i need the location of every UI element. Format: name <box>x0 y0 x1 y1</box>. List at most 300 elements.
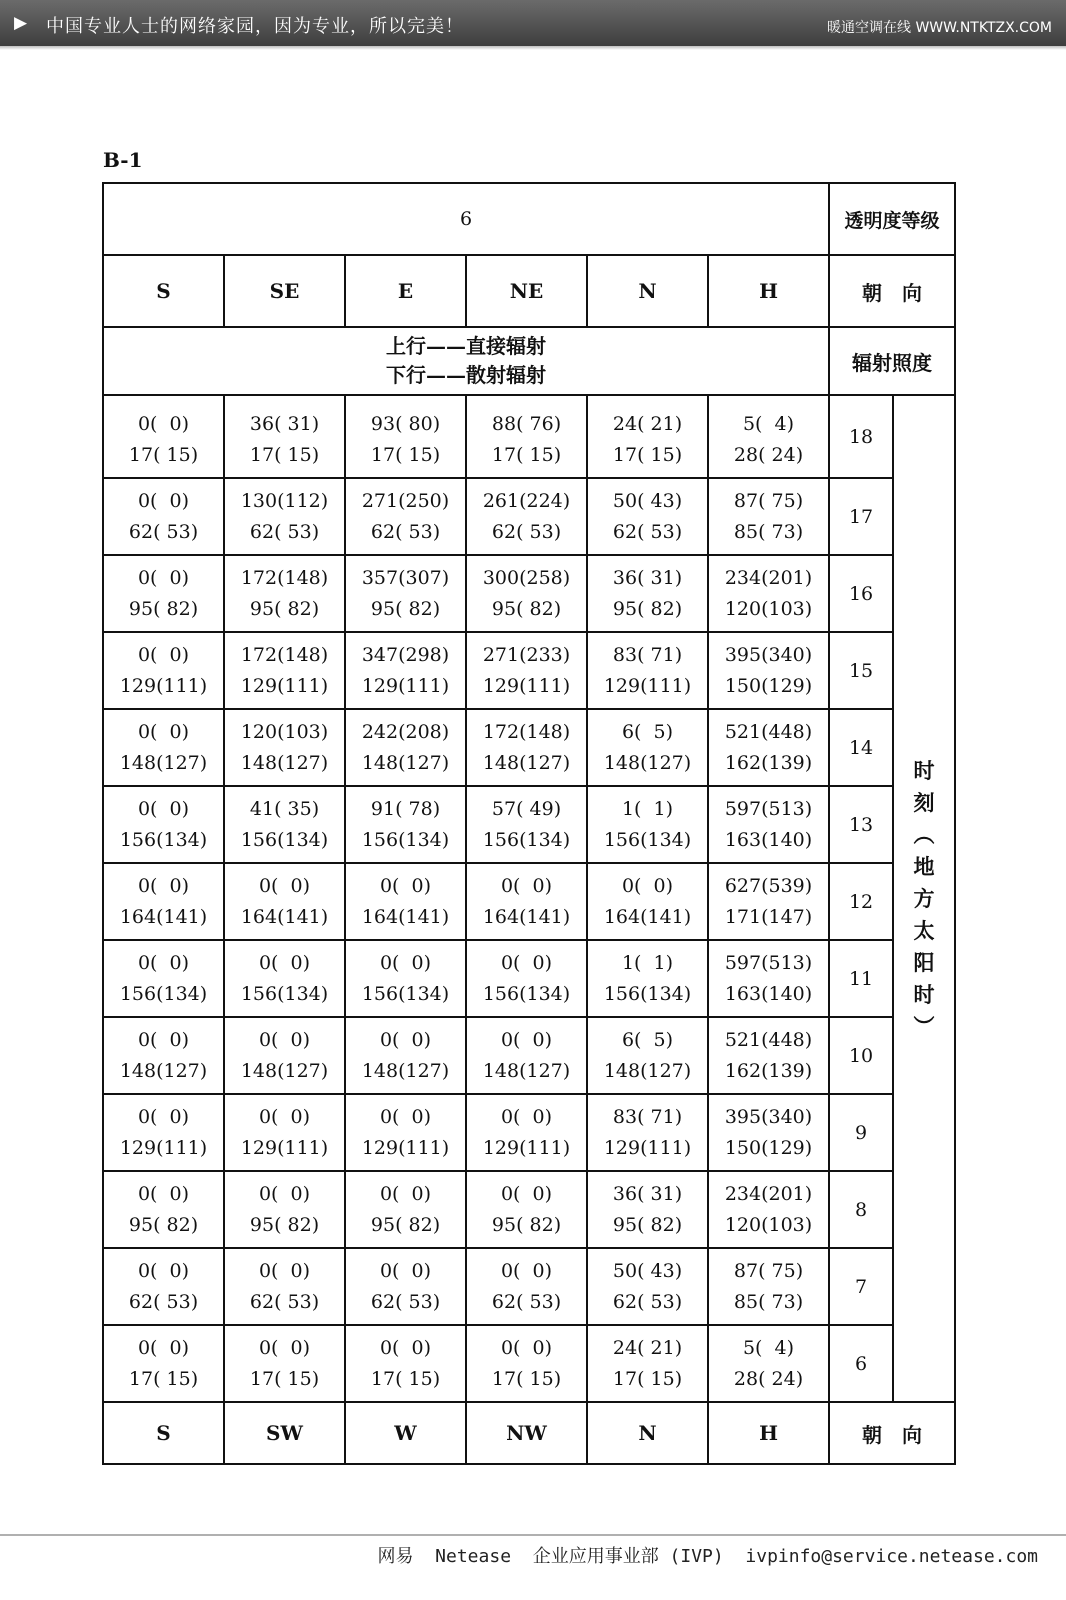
diffuse-value: 156(134) <box>603 828 692 851</box>
time-label-char: 地 <box>913 853 935 879</box>
table-row <box>103 395 955 478</box>
direct-value: 0( 0) <box>379 874 432 897</box>
value-cell <box>224 1017 345 1094</box>
radiation-note <box>103 327 829 395</box>
value-cell <box>466 1171 587 1248</box>
time-label-char: ︵ <box>913 821 935 847</box>
direct-value: 172(148) <box>240 566 329 589</box>
diffuse-value: 129(111) <box>603 674 692 697</box>
direct-value: 0( 0) <box>379 1336 432 1359</box>
play-arrow-icon: ▶ <box>14 13 28 33</box>
time-label <box>893 395 955 1402</box>
direct-value: 36( 31) <box>612 566 683 589</box>
direct-value: 1( 1) <box>621 797 674 820</box>
direct-value: 57( 49) <box>491 797 562 820</box>
value-cell <box>587 478 708 555</box>
direct-value: 300(258) <box>482 566 571 589</box>
table-row <box>103 1248 955 1325</box>
diffuse-value: 156(134) <box>603 982 692 1005</box>
table-row <box>103 863 955 940</box>
value-cell <box>224 863 345 940</box>
diffuse-value: 129(111) <box>361 674 450 697</box>
diffuse-value: 148(127) <box>119 1059 208 1082</box>
value-cell <box>587 1248 708 1325</box>
direct-value: 357(307) <box>361 566 450 589</box>
value-cell <box>466 478 587 555</box>
diffuse-value: 17( 15) <box>370 443 441 466</box>
value-cell <box>224 395 345 478</box>
diffuse-value: 129(111) <box>119 1136 208 1159</box>
orientation-bottom-0: S <box>103 1402 224 1464</box>
direct-value: 0( 0) <box>137 1028 190 1051</box>
orientation-top-3: NE <box>466 255 587 327</box>
diffuse-value: 62( 53) <box>612 520 683 543</box>
value-cell <box>345 1248 466 1325</box>
direct-value: 36( 31) <box>249 412 320 435</box>
diffuse-value: 171(147) <box>724 905 813 928</box>
direct-value: 0( 0) <box>500 1105 553 1128</box>
diffuse-value: 156(134) <box>119 828 208 851</box>
value-cell <box>345 1171 466 1248</box>
value-cell <box>103 1325 224 1402</box>
value-cell <box>224 940 345 1017</box>
time-label-char: 时 <box>913 981 935 1007</box>
direct-value: 0( 0) <box>137 643 190 666</box>
diffuse-value: 62( 53) <box>491 520 562 543</box>
direct-value: 50( 43) <box>612 1259 683 1282</box>
time-label-char: 方 <box>913 885 935 911</box>
value-cell <box>587 395 708 478</box>
direct-value: 0( 0) <box>500 874 553 897</box>
value-cell <box>103 395 224 478</box>
orientation-top-1: SE <box>224 255 345 327</box>
orientation-top-0: S <box>103 255 224 327</box>
direct-value: 24( 21) <box>612 1336 683 1359</box>
hour-cell: 15 <box>829 632 893 709</box>
grade-label: 透明度等级 <box>829 183 955 255</box>
hour-cell: 8 <box>829 1171 893 1248</box>
diffuse-value: 129(111) <box>482 1136 571 1159</box>
table-row <box>103 1017 955 1094</box>
direct-value: 50( 43) <box>612 489 683 512</box>
value-cell <box>708 1017 829 1094</box>
direct-value: 83( 71) <box>612 1105 683 1128</box>
direct-value: 0( 0) <box>137 797 190 820</box>
direct-value: 627(539) <box>724 874 813 897</box>
diffuse-value: 17( 15) <box>612 1367 683 1390</box>
value-cell <box>345 1325 466 1402</box>
direct-value: 597(513) <box>724 797 813 820</box>
diffuse-value: 62( 53) <box>249 520 320 543</box>
diffuse-value: 129(111) <box>361 1136 450 1159</box>
diffuse-value: 120(103) <box>724 1213 813 1236</box>
diffuse-value: 28( 24) <box>733 443 804 466</box>
diffuse-value: 163(140) <box>724 982 813 1005</box>
direct-value: 0( 0) <box>258 1105 311 1128</box>
value-cell <box>708 555 829 632</box>
hour-cell: 13 <box>829 786 893 863</box>
direct-value: 234(201) <box>724 1182 813 1205</box>
value-cell <box>708 478 829 555</box>
value-cell <box>466 395 587 478</box>
time-label-char: 太 <box>913 917 935 943</box>
direct-value: 172(148) <box>240 643 329 666</box>
direct-value: 271(250) <box>361 489 450 512</box>
value-cell <box>466 940 587 1017</box>
time-label-char: ︶ <box>913 1013 935 1039</box>
diffuse-value: 17( 15) <box>612 443 683 466</box>
direct-value: 1( 1) <box>621 951 674 974</box>
diffuse-value: 17( 15) <box>491 1367 562 1390</box>
direct-value: 0( 0) <box>258 1336 311 1359</box>
diffuse-value: 150(129) <box>724 674 813 697</box>
direct-value: 242(208) <box>361 720 450 743</box>
diffuse-value: 95( 82) <box>612 1213 683 1236</box>
diffuse-value: 95( 82) <box>249 597 320 620</box>
value-cell <box>587 786 708 863</box>
value-cell <box>345 555 466 632</box>
hour-cell: 12 <box>829 863 893 940</box>
value-cell <box>224 1171 345 1248</box>
table-label: B-1 <box>103 148 143 172</box>
direct-value: 172(148) <box>482 720 571 743</box>
radiation-label: 辐射照度 <box>829 327 955 395</box>
hour-cell: 9 <box>829 1094 893 1171</box>
direct-value: 347(298) <box>361 643 450 666</box>
value-cell <box>103 1017 224 1094</box>
value-cell <box>466 1248 587 1325</box>
diffuse-value: 164(141) <box>240 905 329 928</box>
diffuse-value: 17( 15) <box>249 1367 320 1390</box>
direct-value: 0( 0) <box>621 874 674 897</box>
diffuse-value: 62( 53) <box>612 1290 683 1313</box>
direct-value: 521(448) <box>724 720 813 743</box>
diffuse-value: 164(141) <box>482 905 571 928</box>
orientation-bottom-4: N <box>587 1402 708 1464</box>
value-cell <box>587 709 708 786</box>
value-cell <box>345 940 466 1017</box>
value-cell <box>587 1017 708 1094</box>
diffuse-value: 120(103) <box>724 597 813 620</box>
diffuse-value: 95( 82) <box>249 1213 320 1236</box>
value-cell <box>587 1094 708 1171</box>
table-row <box>103 709 955 786</box>
diffuse-value: 62( 53) <box>128 520 199 543</box>
diffuse-value: 164(141) <box>603 905 692 928</box>
value-cell <box>224 1248 345 1325</box>
direct-value: 0( 0) <box>379 951 432 974</box>
table-row <box>103 555 955 632</box>
direct-value: 0( 0) <box>258 951 311 974</box>
banner-shadow <box>0 46 1066 50</box>
direct-value: 395(340) <box>724 1105 813 1128</box>
diffuse-value: 129(111) <box>240 1136 329 1159</box>
value-cell <box>587 940 708 1017</box>
diffuse-value: 156(134) <box>482 982 571 1005</box>
diffuse-value: 148(127) <box>482 751 571 774</box>
diffuse-value: 148(127) <box>240 751 329 774</box>
diffuse-value: 156(134) <box>119 982 208 1005</box>
table-row <box>103 478 955 555</box>
diffuse-value: 148(127) <box>240 1059 329 1082</box>
note-diffuse: 下行——散射辐射 <box>386 363 547 387</box>
value-cell <box>587 1325 708 1402</box>
diffuse-value: 148(127) <box>603 1059 692 1082</box>
direct-value: 261(224) <box>482 489 571 512</box>
value-cell <box>224 478 345 555</box>
direct-value: 521(448) <box>724 1028 813 1051</box>
diffuse-value: 162(139) <box>724 1059 813 1082</box>
direct-value: 87( 75) <box>733 489 804 512</box>
diffuse-value: 17( 15) <box>249 443 320 466</box>
orientation-top-5: H <box>708 255 829 327</box>
value-cell <box>103 786 224 863</box>
table-row <box>103 1171 955 1248</box>
value-cell <box>345 632 466 709</box>
orientation-bottom-1: SW <box>224 1402 345 1464</box>
value-cell <box>466 786 587 863</box>
grade-value: 6 <box>103 183 829 255</box>
value-cell <box>466 1325 587 1402</box>
direct-value: 5( 4) <box>742 1336 795 1359</box>
value-cell <box>103 1248 224 1325</box>
direct-value: 6( 5) <box>621 720 674 743</box>
direct-value: 395(340) <box>724 643 813 666</box>
diffuse-value: 17( 15) <box>491 443 562 466</box>
diffuse-value: 95( 82) <box>491 597 562 620</box>
orientation-label: 朝 向 <box>829 255 955 327</box>
direct-value: 83( 71) <box>612 643 683 666</box>
value-cell <box>103 863 224 940</box>
diffuse-value: 164(141) <box>119 905 208 928</box>
diffuse-value: 62( 53) <box>249 1290 320 1313</box>
table-row <box>103 1325 955 1402</box>
bottom-orientation-row <box>103 1402 955 1464</box>
diffuse-value: 148(127) <box>361 751 450 774</box>
direct-value: 234(201) <box>724 566 813 589</box>
value-cell <box>224 632 345 709</box>
diffuse-value: 95( 82) <box>612 597 683 620</box>
diffuse-value: 62( 53) <box>128 1290 199 1313</box>
banner-slogan: 中国专业人士的网络家园，因为专业，所以完美！ <box>46 16 464 37</box>
direct-value: 0( 0) <box>379 1105 432 1128</box>
direct-value: 597(513) <box>724 951 813 974</box>
diffuse-value: 164(141) <box>361 905 450 928</box>
diffuse-value: 17( 15) <box>370 1367 441 1390</box>
direct-value: 0( 0) <box>258 1182 311 1205</box>
direct-value: 93( 80) <box>370 412 441 435</box>
value-cell <box>345 395 466 478</box>
diffuse-value: 156(134) <box>482 828 571 851</box>
orientation-label-bottom: 朝 向 <box>829 1402 955 1464</box>
value-cell <box>103 940 224 1017</box>
diffuse-value: 148(127) <box>119 751 208 774</box>
table-row <box>103 940 955 1017</box>
direct-value: 0( 0) <box>137 1105 190 1128</box>
value-cell <box>224 1325 345 1402</box>
orientation-top-4: N <box>587 255 708 327</box>
value-cell <box>103 478 224 555</box>
table-row <box>103 1094 955 1171</box>
value-cell <box>103 1171 224 1248</box>
diffuse-value: 85( 73) <box>733 1290 804 1313</box>
hour-cell: 16 <box>829 555 893 632</box>
value-cell <box>345 709 466 786</box>
orientation-bottom-2: W <box>345 1402 466 1464</box>
direct-value: 0( 0) <box>500 1182 553 1205</box>
banner-site: 暖通空调在线 WWW.NTKTZX.COM <box>827 20 1052 36</box>
diffuse-value: 148(127) <box>361 1059 450 1082</box>
hour-cell: 10 <box>829 1017 893 1094</box>
value-cell <box>708 1248 829 1325</box>
direct-value: 6( 5) <box>621 1028 674 1051</box>
direct-value: 130(112) <box>240 489 329 512</box>
value-cell <box>708 1171 829 1248</box>
value-cell <box>708 709 829 786</box>
value-cell <box>587 863 708 940</box>
direct-value: 0( 0) <box>379 1028 432 1051</box>
time-label-char: 阳 <box>913 949 935 975</box>
direct-value: 0( 0) <box>137 1259 190 1282</box>
value-cell <box>466 555 587 632</box>
value-cell <box>224 555 345 632</box>
diffuse-value: 129(111) <box>482 674 571 697</box>
value-cell <box>103 632 224 709</box>
diffuse-value: 95( 82) <box>491 1213 562 1236</box>
value-cell <box>345 786 466 863</box>
value-cell <box>466 632 587 709</box>
radiation-table <box>102 182 956 1465</box>
diffuse-value: 95( 82) <box>128 597 199 620</box>
diffuse-value: 62( 53) <box>491 1290 562 1313</box>
diffuse-value: 150(129) <box>724 1136 813 1159</box>
diffuse-value: 148(127) <box>482 1059 571 1082</box>
diffuse-value: 17( 15) <box>128 1367 199 1390</box>
diffuse-value: 129(111) <box>603 1136 692 1159</box>
direct-value: 0( 0) <box>258 1259 311 1282</box>
direct-value: 0( 0) <box>500 951 553 974</box>
hour-cell: 11 <box>829 940 893 1017</box>
time-label-char: 时 <box>913 757 935 783</box>
orientation-top-2: E <box>345 255 466 327</box>
diffuse-value: 85( 73) <box>733 520 804 543</box>
direct-value: 91( 78) <box>370 797 441 820</box>
value-cell <box>708 1325 829 1402</box>
diffuse-value: 156(134) <box>361 982 450 1005</box>
diffuse-value: 163(140) <box>724 828 813 851</box>
value-cell <box>708 632 829 709</box>
direct-value: 36( 31) <box>612 1182 683 1205</box>
diffuse-value: 162(139) <box>724 751 813 774</box>
orientation-bottom-5: H <box>708 1402 829 1464</box>
value-cell <box>708 1094 829 1171</box>
direct-value: 0( 0) <box>500 1259 553 1282</box>
value-cell <box>224 709 345 786</box>
direct-value: 0( 0) <box>137 951 190 974</box>
value-cell <box>466 1017 587 1094</box>
value-cell <box>345 863 466 940</box>
value-cell <box>587 632 708 709</box>
hour-cell: 18 <box>829 395 893 478</box>
value-cell <box>345 1017 466 1094</box>
direct-value: 87( 75) <box>733 1259 804 1282</box>
hour-cell: 6 <box>829 1325 893 1402</box>
value-cell <box>708 395 829 478</box>
direct-value: 41( 35) <box>249 797 320 820</box>
direct-value: 0( 0) <box>137 566 190 589</box>
value-cell <box>587 1171 708 1248</box>
diffuse-value: 129(111) <box>240 674 329 697</box>
direct-value: 0( 0) <box>379 1182 432 1205</box>
direct-value: 0( 0) <box>137 1182 190 1205</box>
direct-value: 0( 0) <box>137 489 190 512</box>
value-cell <box>103 709 224 786</box>
footer-text: 网易 Netease 企业应用事业部 (IVP) ivpinfo@service.netease.com <box>377 1546 1038 1567</box>
value-cell <box>224 1094 345 1171</box>
direct-value: 0( 0) <box>500 1336 553 1359</box>
diffuse-value: 62( 53) <box>370 520 441 543</box>
direct-value: 0( 0) <box>137 1336 190 1359</box>
diffuse-value: 148(127) <box>603 751 692 774</box>
hour-cell: 14 <box>829 709 893 786</box>
direct-value: 0( 0) <box>137 874 190 897</box>
value-cell <box>103 1094 224 1171</box>
hour-cell: 7 <box>829 1248 893 1325</box>
diffuse-value: 95( 82) <box>128 1213 199 1236</box>
note-direct: 上行——直接辐射 <box>386 334 547 358</box>
diffuse-value: 62( 53) <box>370 1290 441 1313</box>
diffuse-value: 28( 24) <box>733 1367 804 1390</box>
direct-value: 0( 0) <box>137 412 190 435</box>
direct-value: 120(103) <box>240 720 329 743</box>
diffuse-value: 156(134) <box>361 828 450 851</box>
table-row <box>103 786 955 863</box>
value-cell <box>345 478 466 555</box>
direct-value: 0( 0) <box>137 720 190 743</box>
diffuse-value: 129(111) <box>119 674 208 697</box>
value-cell <box>708 863 829 940</box>
value-cell <box>466 863 587 940</box>
value-cell <box>345 1094 466 1171</box>
direct-value: 0( 0) <box>500 1028 553 1051</box>
orientation-bottom-3: NW <box>466 1402 587 1464</box>
top-banner <box>0 0 1066 46</box>
table-row <box>103 632 955 709</box>
diffuse-value: 95( 82) <box>370 597 441 620</box>
direct-value: 0( 0) <box>379 1259 432 1282</box>
value-cell <box>466 709 587 786</box>
value-cell <box>708 786 829 863</box>
time-label-char: 刻 <box>913 789 935 815</box>
direct-value: 88( 76) <box>491 412 562 435</box>
value-cell <box>224 786 345 863</box>
diffuse-value: 17( 15) <box>128 443 199 466</box>
footer-bar <box>0 1534 1066 1566</box>
value-cell <box>587 555 708 632</box>
value-cell <box>708 940 829 1017</box>
direct-value: 5( 4) <box>742 412 795 435</box>
diffuse-value: 156(134) <box>240 982 329 1005</box>
direct-value: 271(233) <box>482 643 571 666</box>
diffuse-value: 95( 82) <box>370 1213 441 1236</box>
direct-value: 0( 0) <box>258 1028 311 1051</box>
value-cell <box>103 555 224 632</box>
direct-value: 0( 0) <box>258 874 311 897</box>
hour-cell: 17 <box>829 478 893 555</box>
direct-value: 24( 21) <box>612 412 683 435</box>
diffuse-value: 156(134) <box>240 828 329 851</box>
value-cell <box>466 1094 587 1171</box>
